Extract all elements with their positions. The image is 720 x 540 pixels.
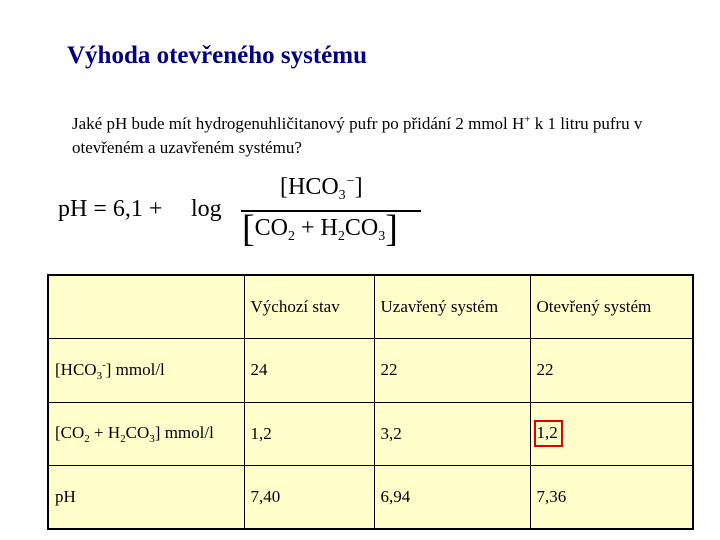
table-header-cell: Uzavřený systém (374, 275, 530, 339)
table-cell: 1,2 (244, 402, 374, 466)
table-cell: 6,94 (374, 466, 530, 530)
formula-num-close: ] (354, 174, 363, 200)
buffer-comparison-table (47, 274, 694, 530)
page-title: Výhoda otevřeného systému (67, 42, 367, 69)
table-header-cell (48, 275, 244, 339)
question-text (72, 112, 692, 160)
label-sub: 2 (84, 432, 90, 445)
label-sub: 3 (96, 369, 103, 382)
table-cell: 22 (374, 339, 530, 403)
label-part: CO (125, 422, 150, 442)
table-header-cell: Otevřený systém (530, 275, 693, 339)
formula-den-co2: CO (254, 215, 288, 241)
henderson-hasselbalch-formula (58, 172, 438, 252)
question-text-before: Jaké pH bude mít hydrogenuhličitanový pufr po přidání 2 mmol H (72, 114, 525, 133)
formula-den-open: [ (242, 208, 255, 250)
row-label-ph: pH (48, 466, 244, 530)
label-part: [CO (55, 422, 85, 442)
table-row (48, 339, 693, 403)
table-header-cell: Výchozí stav (244, 275, 374, 339)
label-sub: 2 (120, 432, 126, 445)
label-part: ] mmol/l (154, 422, 214, 442)
question-text-after: k 1 litru pufru v otevřeném a uzavřeném systému? (72, 114, 643, 157)
formula-denominator (242, 208, 398, 250)
formula-den-plus: + H (295, 215, 338, 241)
table-cell (530, 402, 693, 466)
question-superscript: + (524, 113, 531, 126)
row-label-co2 (48, 402, 244, 466)
table-row (48, 402, 693, 466)
table-cell: 24 (244, 339, 374, 403)
label-part: ] mmol/l (105, 359, 165, 379)
formula-den-co3-sub: 3 (378, 229, 386, 244)
formula-log: log (191, 196, 222, 222)
formula-num-sub: 3 (338, 188, 346, 203)
formula-den-co2-sub: 2 (288, 229, 295, 244)
label-sub: 3 (149, 432, 155, 445)
table-cell: 3,2 (374, 402, 530, 466)
table-header-row (48, 275, 693, 339)
formula-num-open: [HCO (280, 174, 339, 200)
table-cell: 7,36 (530, 466, 693, 530)
formula-den-co3: CO (344, 215, 379, 241)
label-part: [HCO (55, 359, 97, 379)
formula-numerator (280, 174, 363, 204)
table-cell: 7,40 (244, 466, 374, 530)
formula-lhs: pH = 6,1 + (58, 196, 163, 222)
highlighted-value: 1,2 (534, 420, 563, 447)
label-sup: - (102, 358, 106, 371)
formula-den-close: ] (385, 208, 398, 250)
formula-den-h-sub: 2 (337, 229, 345, 244)
row-label-hco3 (48, 339, 244, 403)
table-row (48, 466, 693, 530)
formula-num-sup: − (346, 174, 355, 189)
table-cell: 22 (530, 339, 693, 403)
label-part: + H (89, 422, 121, 442)
